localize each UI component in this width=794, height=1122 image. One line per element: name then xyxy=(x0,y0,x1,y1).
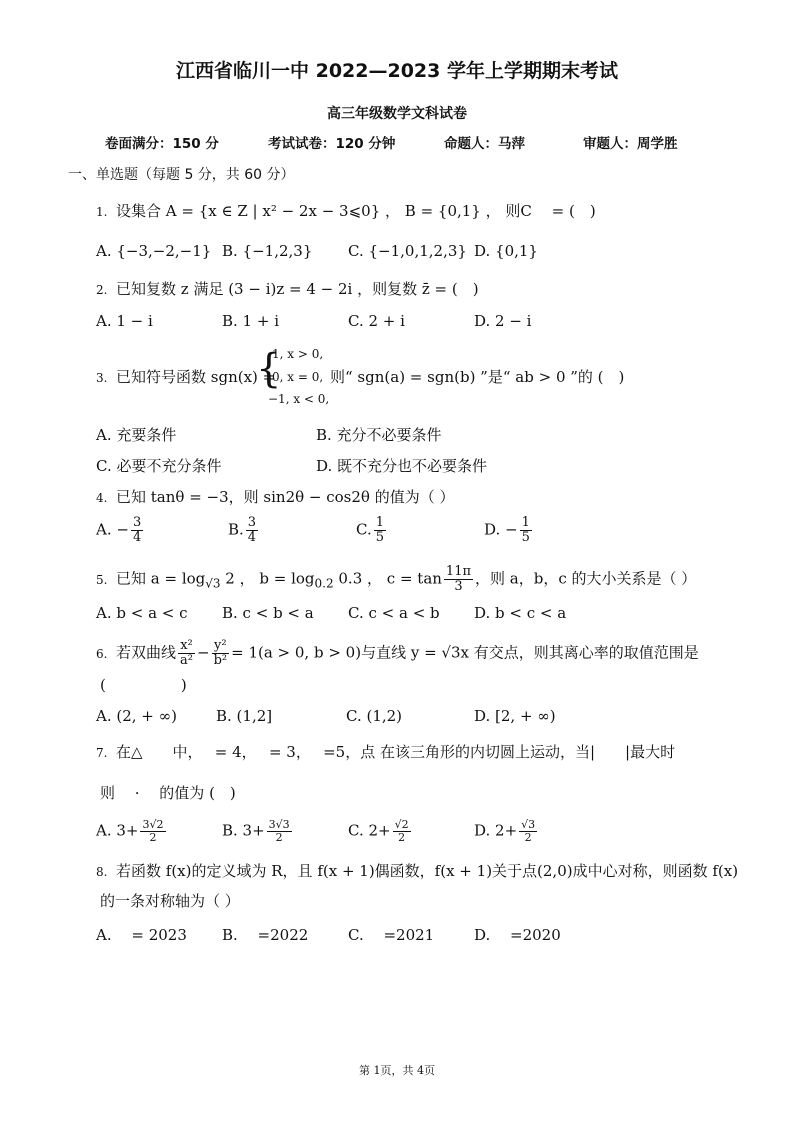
q2-option-b: B. 1 + i xyxy=(222,312,280,330)
q1-option-b: B. {−1,2,3} xyxy=(222,242,313,260)
fraction xyxy=(393,819,411,844)
piecewise-case-3: −1, x < 0, xyxy=(268,392,330,406)
exam-subtitle: 高三年级数学文科试卷 xyxy=(327,106,467,122)
numerator: x² xyxy=(178,639,195,654)
numerator: √2 xyxy=(394,818,409,831)
q4-option-d xyxy=(484,516,534,545)
numerator: 1 xyxy=(521,515,530,530)
piecewise-case-1: 1, x > 0, xyxy=(272,347,324,361)
denominator: a² xyxy=(180,653,193,668)
fraction xyxy=(374,516,386,545)
q6-option-b: B. (1,2] xyxy=(216,707,273,725)
q3-option-a: A. 充要条件 xyxy=(96,426,177,444)
q5-option-b: B. c < b < a xyxy=(222,604,314,622)
q3-option-d: D. 既不充分也不必要条件 xyxy=(316,457,488,475)
q5-option-d: D. b < c < a xyxy=(474,604,567,622)
stem-part: = 1(a > 0, b > 0)与直线 y = √3x 有交点，则其离心率的取值范围是 xyxy=(231,643,699,662)
fraction xyxy=(140,819,165,844)
exam-title: 江西省临川一中 2022—2023 学年上学期期末考试 xyxy=(176,60,618,82)
question-5 xyxy=(96,565,696,594)
option-label: A. − xyxy=(96,520,129,539)
q5-option-c: C. c < a < b xyxy=(348,604,440,622)
denominator: 5 xyxy=(375,530,384,545)
fraction xyxy=(267,819,292,844)
option-label: B. xyxy=(228,520,244,539)
piecewise-brace: { xyxy=(256,346,282,392)
question-3 xyxy=(96,367,275,388)
numerator: √3 xyxy=(521,818,536,831)
fraction xyxy=(131,516,143,545)
q1-option-a: A. {−3,−2,−1} xyxy=(96,242,212,260)
q2-option-d: D. 2 − i xyxy=(474,312,532,330)
denominator: 2 xyxy=(275,831,283,844)
piecewise-case-2: 0, x = 0, xyxy=(272,370,324,384)
fraction xyxy=(246,516,258,545)
option-label: D. 2+ xyxy=(474,821,518,840)
fraction xyxy=(178,639,195,668)
log-base: 0.2 xyxy=(314,576,334,591)
question-number: 5. xyxy=(96,572,108,587)
option-label: D. − xyxy=(484,520,518,539)
fraction xyxy=(520,516,532,545)
q2-option-a: A. 1 − i xyxy=(96,312,153,330)
option-label: C. xyxy=(356,520,372,539)
question-number: 6. xyxy=(96,646,108,661)
numerator: 3√2 xyxy=(142,818,164,831)
denominator: 4 xyxy=(247,530,257,545)
question-number: 7. xyxy=(96,746,108,760)
numerator: y² xyxy=(212,639,230,654)
score-info: 卷面满分：150 分 xyxy=(105,136,219,152)
q4-option-c xyxy=(356,516,388,545)
numerator: 3 xyxy=(247,515,257,530)
q7-option-d xyxy=(474,819,539,844)
q8-option-b: B. =2022 xyxy=(222,926,309,944)
q7-option-b xyxy=(222,819,294,844)
numerator: 11π xyxy=(445,564,472,579)
q7-option-c xyxy=(348,819,413,844)
question-stem: 在△ 中， = 4， = 3， =5，点 在该三角形的内切圆上运动，当| |最大时 xyxy=(116,743,676,761)
q1-option-c: C. {−1,0,1,2,3} xyxy=(348,242,467,260)
q1-option-d: D. {0,1} xyxy=(474,242,538,260)
question-4 xyxy=(96,487,455,508)
numerator: 3 xyxy=(132,515,142,530)
stem-part: 2 ， b = log xyxy=(220,569,315,588)
numerator: 3√3 xyxy=(268,818,290,831)
q8-option-a: A. = 2023 xyxy=(96,926,187,944)
numerator: 1 xyxy=(375,515,384,530)
q4-option-b xyxy=(228,516,260,545)
denominator: b² xyxy=(213,653,228,668)
stem-part: ，则 a，b，c 的大小关系是（ ） xyxy=(475,569,697,588)
question-7-line-2: 则 · 的值为 ( ) xyxy=(100,784,236,802)
page-footer: 第 1页，共 4页 xyxy=(359,1064,435,1077)
question-2 xyxy=(96,279,479,300)
fraction xyxy=(212,639,230,668)
question-stem-pre: 已知符号函数 sgn(x) = xyxy=(116,368,276,386)
q8-option-c: C. =2021 xyxy=(348,926,435,944)
denominator: 2 xyxy=(149,831,157,844)
question-number: 3. xyxy=(96,371,108,385)
question-stem: 已知 tanθ = −3，则 sin2θ − cos2θ 的值为（ ） xyxy=(116,488,455,506)
q3-option-c: C. 必要不充分条件 xyxy=(96,457,222,475)
denominator: 4 xyxy=(132,530,142,545)
denominator: 2 xyxy=(524,831,532,844)
question-8 xyxy=(96,861,738,882)
q6-option-c: C. (1,2) xyxy=(346,707,403,725)
question-7 xyxy=(96,742,675,763)
q6-option-d: D. [2, + ∞) xyxy=(474,707,556,725)
option-label: B. 3+ xyxy=(222,821,265,840)
denominator: 5 xyxy=(521,530,530,545)
log-base: √3 xyxy=(205,576,221,591)
question-stem: 若函数 f(x)的定义域为 R，且 f(x + 1)偶函数，f(x + 1)关于点(2,0)成中心对称，则函数 f(x) xyxy=(116,862,739,880)
time-info: 考试试卷：120 分钟 xyxy=(268,136,396,152)
author-info: 命题人：马萍 xyxy=(444,136,525,152)
question-number: 8. xyxy=(96,865,108,879)
question-8-line-2: 的一条对称轴为（ ） xyxy=(100,892,240,910)
q4-option-a xyxy=(96,516,145,545)
question-1 xyxy=(96,201,596,222)
denominator: 3 xyxy=(454,579,463,594)
question-stem: 已知复数 z 满足 (3 − i)z = 4 − 2i ，则复数 z̄ = ( ) xyxy=(116,280,479,298)
fraction xyxy=(519,819,537,844)
stem-part: 已知 a = log xyxy=(116,569,206,588)
question-stem-post: 则“ sgn(a) = sgn(b) ”是“ ab > 0 ”的 ( ) xyxy=(330,368,625,386)
question-stem: 设集合 A = {x ∈ Z | x² − 2x − 3⩽0} ， B = {0,1} ， 则C = ( ) xyxy=(116,202,596,220)
reviewer-info: 审题人：周学胜 xyxy=(583,136,678,152)
q3-option-b: B. 充分不必要条件 xyxy=(316,426,442,444)
option-label: C. 2+ xyxy=(348,821,391,840)
question-number: 1. xyxy=(96,205,108,219)
q6-option-a: A. (2, + ∞) xyxy=(96,707,177,725)
question-6: 6. 若双曲线 $\frac{\text{x²}}{\text{a²}}$ − $\frac{\text{y²}}{\text{b²}}$ = 1(a > 0, b > 0)与直线 y = √3x 有交点，则其离心率的取值范围是 xyxy=(96,638,699,668)
q5-option-a: A. b < a < c xyxy=(96,604,188,622)
question-number: 2. xyxy=(96,283,108,297)
answer-paren: ( ) xyxy=(100,676,187,694)
q2-option-c: C. 2 + i xyxy=(348,312,405,330)
q8-option-d: D. =2020 xyxy=(474,926,561,944)
option-label: A. 3+ xyxy=(96,821,139,840)
stem-part: 若双曲线 xyxy=(116,643,177,662)
denominator: 2 xyxy=(398,831,406,844)
q7-option-a xyxy=(96,819,168,844)
fraction xyxy=(444,565,473,594)
stem-part: 0.3 ， c = tan xyxy=(333,569,442,588)
section-heading: 一、单选题（每题 5 分，共 60 分） xyxy=(68,167,295,183)
question-number: 4. xyxy=(96,491,108,505)
